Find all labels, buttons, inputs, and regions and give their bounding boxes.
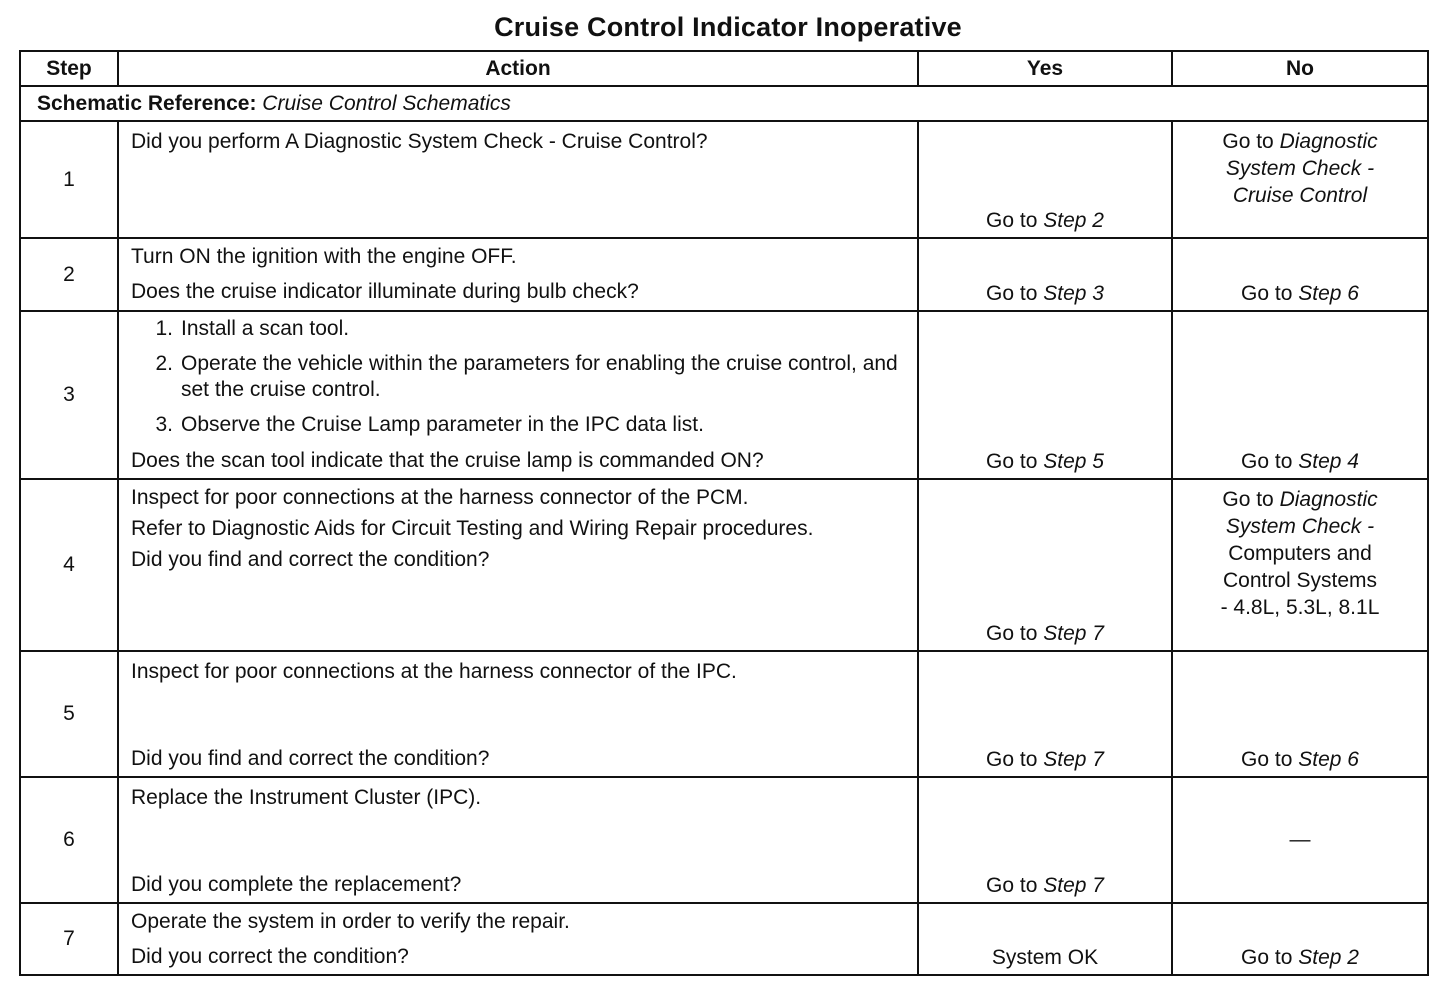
list-item xyxy=(131,316,905,342)
no-line: Go to Diagnostic xyxy=(1222,130,1378,153)
header-yes: Yes xyxy=(918,51,1172,86)
goto-step: Step 7 xyxy=(1043,622,1104,645)
table-row xyxy=(20,121,1428,238)
goto-step: Step 6 xyxy=(1298,282,1359,305)
action-cell xyxy=(118,903,918,975)
header-step: Step xyxy=(20,51,118,86)
step-number: 6 xyxy=(20,777,118,903)
table-row xyxy=(20,903,1428,975)
yes-goto xyxy=(919,209,1171,233)
yes-cell xyxy=(918,311,1172,479)
action-text: Inspect for poor connections at the harness connector of the IPC. xyxy=(131,660,737,683)
yes-cell xyxy=(918,777,1172,903)
header-row xyxy=(20,51,1428,86)
no-dash: — xyxy=(1289,828,1311,851)
no-goto xyxy=(1173,748,1427,772)
yes-goto xyxy=(919,282,1171,306)
yes-cell xyxy=(918,903,1172,975)
table-row xyxy=(20,651,1428,777)
goto-prefix: Go to xyxy=(986,450,1038,473)
list-item xyxy=(131,351,905,403)
no-goto: Go to Diagnostic System Check - Computers and Control Systems - 4.8L, 5.3L, 8.1L xyxy=(1220,488,1380,619)
table-row xyxy=(20,777,1428,903)
goto-prefix: Go to xyxy=(986,282,1038,305)
header-action: Action xyxy=(118,51,918,86)
action-question: Did you complete the replacement? xyxy=(131,873,462,896)
no-line: Cruise Control xyxy=(1232,184,1368,207)
document-title: Cruise Control Indicator Inoperative xyxy=(494,12,962,42)
no-goto xyxy=(1173,450,1427,474)
goto-step: Step 2 xyxy=(1298,946,1359,969)
schematic-link: Cruise Control Schematics xyxy=(262,91,511,115)
no-cell xyxy=(1172,121,1428,238)
yes-cell xyxy=(918,651,1172,777)
no-cell xyxy=(1172,238,1428,311)
action-text: Did you perform A Diagnostic System Check - Cruise Control? xyxy=(131,130,708,153)
list-text: Observe the Cruise Lamp parameter in the IPC data list. xyxy=(181,413,704,436)
action-text: Operate the system in order to verify the repair. xyxy=(131,910,570,933)
goto-prefix: Go to xyxy=(986,622,1038,645)
goto-prefix: Go to xyxy=(1241,450,1293,473)
goto-step: Step 7 xyxy=(1043,874,1104,897)
action-question: Does the scan tool indicate that the cruise lamp is commanded ON? xyxy=(131,449,764,472)
list-number: 3. xyxy=(155,413,173,436)
goto-prefix: Go to xyxy=(1241,748,1293,771)
step-number: 2 xyxy=(20,238,118,311)
action-cell xyxy=(118,479,918,651)
yes-cell xyxy=(918,238,1172,311)
action-question: Does the cruise indicator illuminate during bulb check? xyxy=(131,280,639,303)
no-goto xyxy=(1173,946,1427,970)
no-cell xyxy=(1172,777,1428,903)
schematic-reference xyxy=(20,86,1428,121)
action-cell xyxy=(118,777,918,903)
table-row xyxy=(20,479,1428,651)
yes-goto xyxy=(919,450,1171,474)
action-text: Replace the Instrument Cluster (IPC). xyxy=(131,786,482,809)
goto-step: Step 2 xyxy=(1043,209,1104,232)
step-number: 4 xyxy=(20,479,118,651)
goto-step: Step 7 xyxy=(1043,748,1104,771)
action-question: Did you find and correct the condition? xyxy=(131,747,490,770)
diagnostic-table xyxy=(19,50,1429,976)
action-text: Turn ON the ignition with the engine OFF. xyxy=(131,245,517,268)
action-cell xyxy=(118,238,918,311)
step-number: 5 xyxy=(20,651,118,777)
action-cell xyxy=(118,651,918,777)
action-cell xyxy=(118,121,918,238)
goto-prefix: Go to xyxy=(986,209,1038,232)
goto-prefix: Go to xyxy=(1222,130,1280,153)
action-question: Did you correct the condition? xyxy=(131,945,409,968)
action-cell xyxy=(118,311,918,479)
goto-step: Step 3 xyxy=(1043,282,1104,305)
header-no: No xyxy=(1172,51,1428,86)
no-line: System Check - xyxy=(1225,157,1375,180)
no-cell xyxy=(1172,651,1428,777)
no-cell xyxy=(1172,903,1428,975)
yes-result: System OK xyxy=(991,946,1099,969)
action-text: Refer to Diagnostic Aids for Circuit Testing and Wiring Repair procedures. xyxy=(131,517,814,540)
schematic-label: Schematic Reference: xyxy=(37,91,257,115)
goto-step: Step 5 xyxy=(1043,450,1104,473)
yes-cell xyxy=(918,479,1172,651)
table-row xyxy=(20,311,1428,479)
no-goto xyxy=(1173,128,1427,209)
table-row xyxy=(20,238,1428,311)
list-text: Install a scan tool. xyxy=(181,317,350,340)
schematic-row xyxy=(20,86,1428,121)
goto-step: Step 6 xyxy=(1298,748,1359,771)
list-item xyxy=(131,412,905,438)
list-number: 1. xyxy=(155,317,173,340)
action-text: Inspect for poor connections at the harness connector of the PCM. xyxy=(131,486,749,509)
goto-prefix: Go to xyxy=(1241,946,1293,969)
goto-step: Step 4 xyxy=(1298,450,1359,473)
goto-prefix: Go to xyxy=(1241,282,1293,305)
action-question: Did you find and correct the condition? xyxy=(131,548,490,571)
step-number: 1 xyxy=(20,121,118,238)
yes-goto xyxy=(919,748,1171,772)
yes-goto xyxy=(919,622,1171,646)
list-number: 2. xyxy=(155,352,173,375)
yes-goto xyxy=(919,874,1171,898)
yes-cell xyxy=(918,121,1172,238)
goto-prefix: Go to xyxy=(986,748,1038,771)
step-number: 3 xyxy=(20,311,118,479)
no-cell xyxy=(1172,311,1428,479)
no-cell xyxy=(1172,479,1428,651)
goto-prefix: Go to xyxy=(986,874,1038,897)
list-text: Operate the vehicle within the parameters for enabling the cruise control, and set the cruise control. xyxy=(181,352,898,401)
no-goto xyxy=(1173,282,1427,306)
step-number: 7 xyxy=(20,903,118,975)
